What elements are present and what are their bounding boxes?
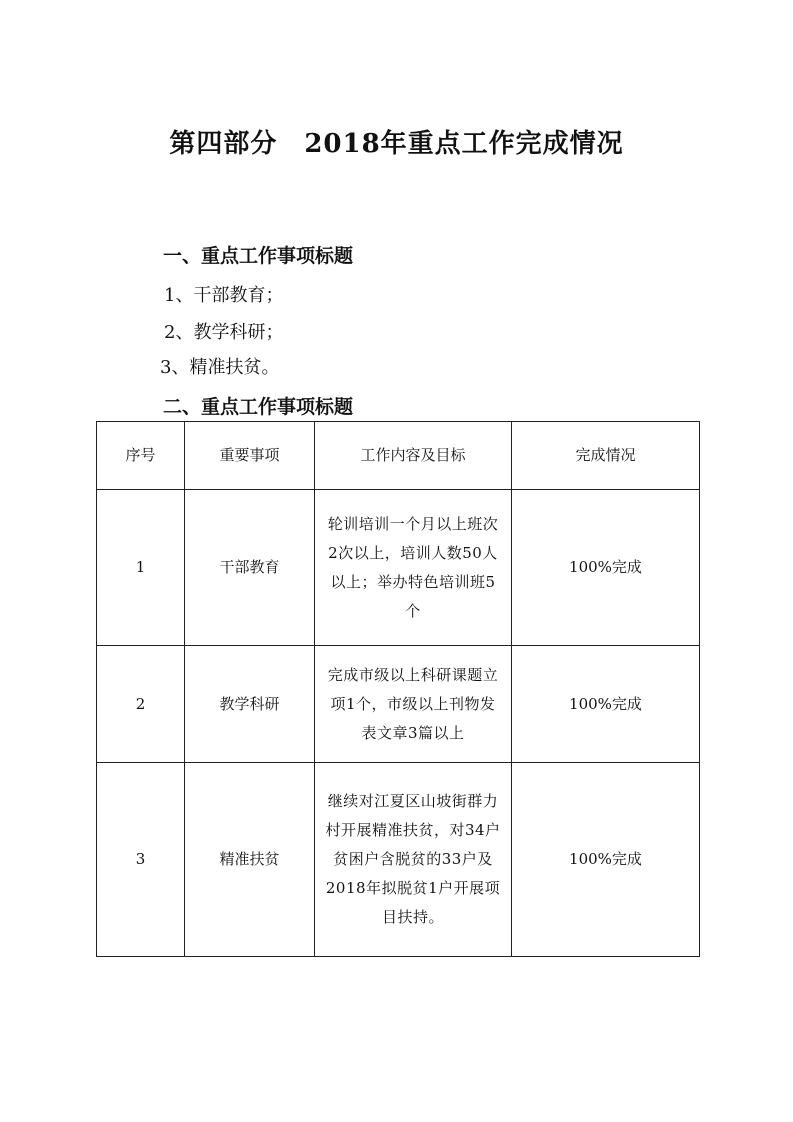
header-cell-status: 完成情况 — [512, 422, 700, 490]
cell-no: 2 — [97, 646, 185, 763]
cell-no: 3 — [97, 763, 185, 957]
cell-content: 完成市级以上科研课题立项1个，市级以上刊物发表文章3篇以上 — [315, 646, 512, 763]
cell-status: 100%完成 — [512, 490, 700, 646]
work-table — [96, 421, 700, 957]
header-cell-content: 工作内容及目标 — [315, 422, 512, 490]
list-item: 2、教学科研； — [164, 322, 284, 343]
section-heading-2: 二、重点工作事项标题 — [163, 396, 354, 418]
table-row — [97, 763, 700, 957]
table-row — [97, 490, 700, 646]
cell-item: 教学科研 — [185, 646, 315, 763]
header-cell-no: 序号 — [97, 422, 185, 490]
section-heading-1: 一、重点工作事项标题 — [163, 245, 354, 267]
header-cell-item: 重要事项 — [185, 422, 315, 490]
list-item: 3、精准扶贫。 — [160, 357, 280, 378]
work-table-container — [96, 421, 699, 957]
cell-content: 继续对江夏区山坡街群力村开展精准扶贫，对34户贫困户含脱贫的33户及2018年拟脱贫1户开展项目扶持。 — [315, 763, 512, 957]
cell-content: 轮训培训一个月以上班次2次以上，培训人数50人以上；举办特色培训班5个 — [315, 490, 512, 646]
table-row — [97, 646, 700, 763]
table-header-row — [97, 422, 700, 490]
cell-status: 100%完成 — [512, 763, 700, 957]
cell-no: 1 — [97, 490, 185, 646]
cell-item: 精准扶贫 — [185, 763, 315, 957]
page-title: 第四部分 2018年重点工作完成情况 — [169, 129, 624, 159]
cell-status: 100%完成 — [512, 646, 700, 763]
list-item: 1、干部教育； — [164, 285, 284, 306]
cell-item: 干部教育 — [185, 490, 315, 646]
